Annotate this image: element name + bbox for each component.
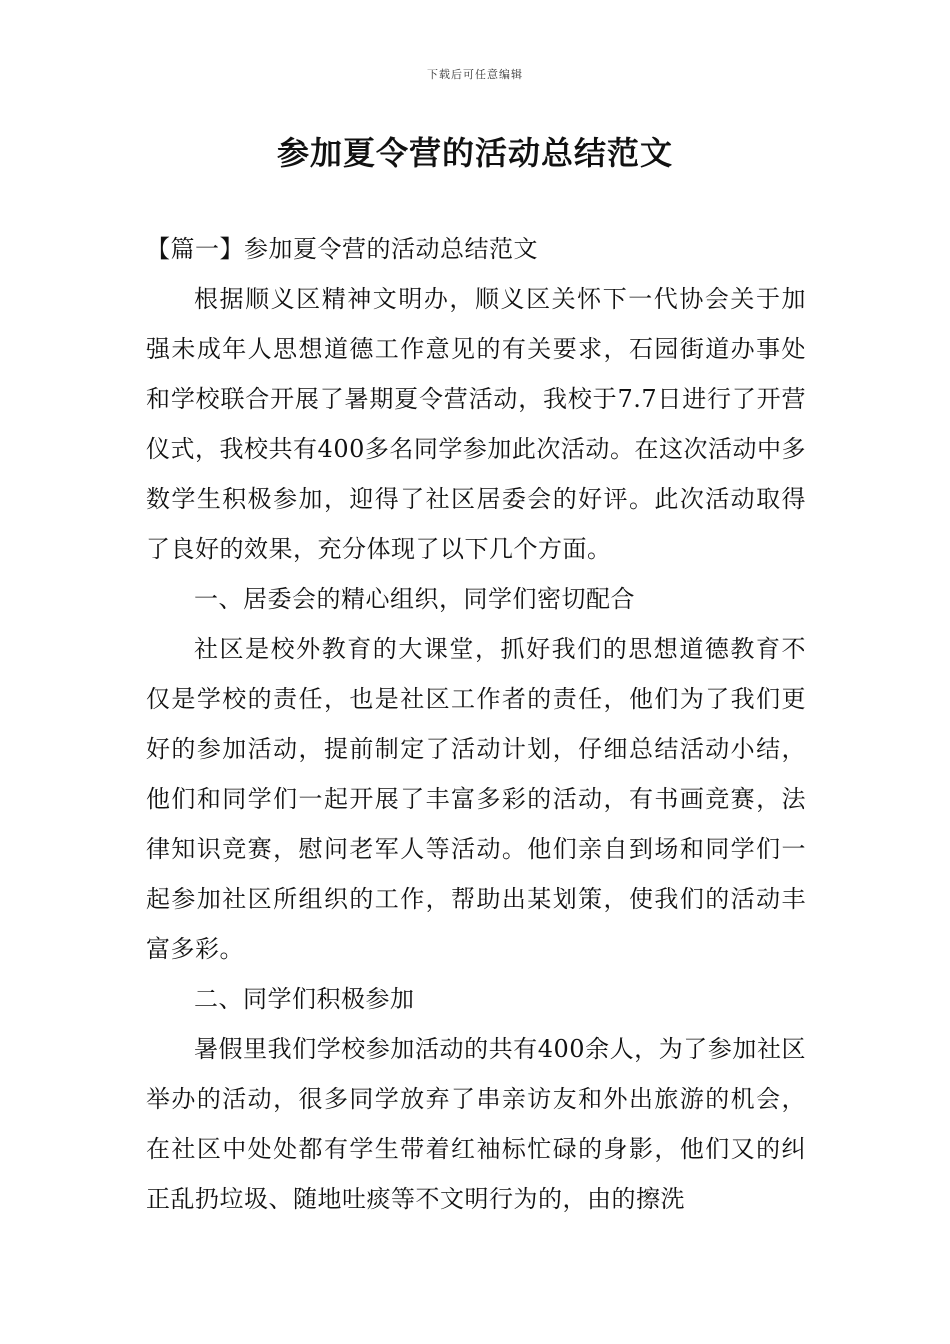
subheading-two: 二、同学们积极参加 bbox=[194, 985, 415, 1013]
paragraph-participation: 暑假里我们学校参加活动的共有400余人，为了参加社区举办的活动，很多同学放弃了串亲访友和外出旅游的机会，在社区中处处都有学生带着红袖标忙碌的身影，他们又的纠正乱扔垃圾、随地吐痰等不文明行为的，由的擦洗 bbox=[146, 1035, 806, 1213]
paragraph-community: 社区是校外教育的大课堂，抓好我们的思想道德教育不仅是学校的责任，也是社区工作者的责任，他们为了我们更好的参加活动，提前制定了活动计划，仔细总结活动小结，他们和同学们一起开展了丰富多彩的活动，有书画竞赛，法律知识竞赛，慰问老军人等活动。他们亲自到场和同学们一起参加社区所组织的工作，帮助出某划策，使我们的活动丰富多彩。 bbox=[146, 635, 806, 963]
document-body bbox=[146, 224, 806, 1224]
paragraph-intro: 根据顺义区精神文明办，顺义区关怀下一代协会关于加强未成年人思想道德工作意见的有关要求，石园街道办事处和学校联合开展了暑期夏令营活动，我校于7.7日进行了开营仪式，我校共有400多名同学参加此次活动。在这次活动中多数学生积极参加，迎得了社区居委会的好评。此次活动取得了良好的效果，充分体现了以下几个方面。 bbox=[146, 285, 806, 563]
header-note: 下载后可任意编辑 bbox=[427, 68, 523, 81]
subheading-one: 一、居委会的精心组织，同学们密切配合 bbox=[194, 585, 635, 613]
document-title: 参加夏令营的活动总结范文 bbox=[276, 134, 673, 172]
section-heading: 【篇一】参加夏令营的活动总结范文 bbox=[146, 235, 538, 263]
